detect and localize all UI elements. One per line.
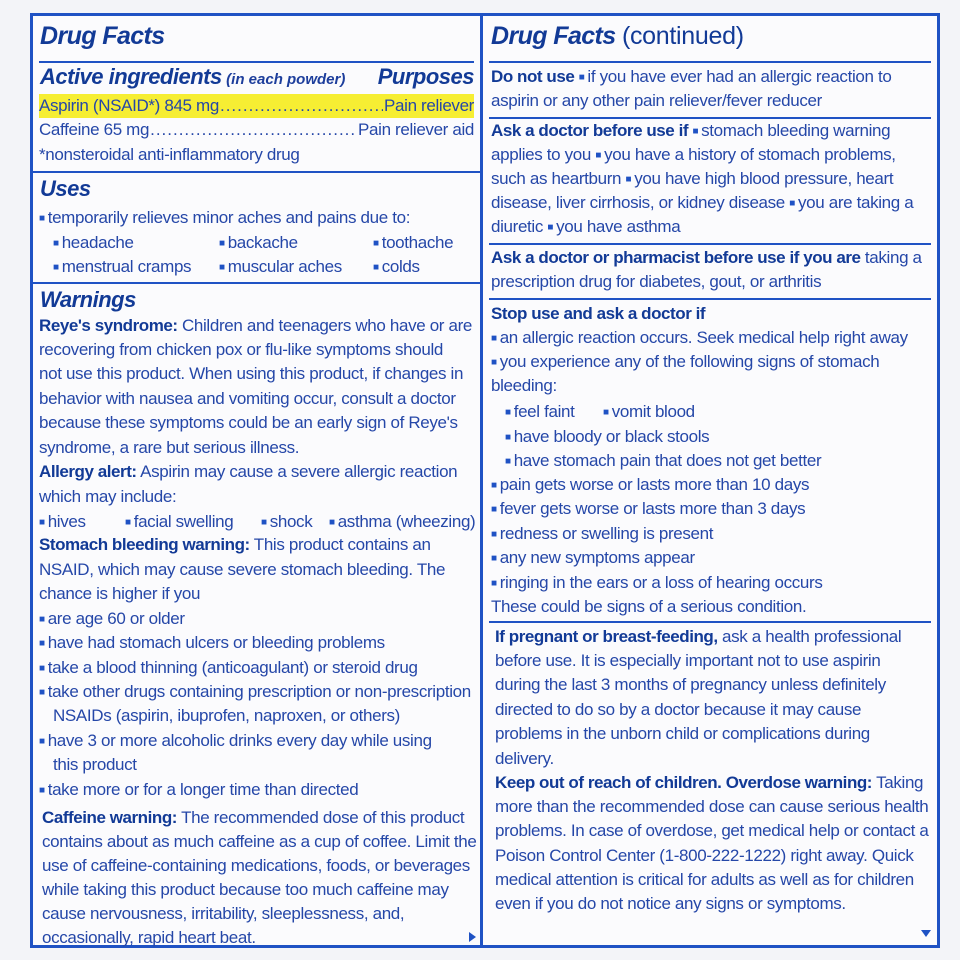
stop-use-label: Stop use and ask a doctor if <box>491 304 706 323</box>
active-ingredients-heading: Active ingredients <box>40 64 222 89</box>
purposes-heading: Purposes <box>377 64 474 89</box>
allergy-item: ■ asthma (wheezing) <box>329 510 475 538</box>
keep-line: more than the recommended dose can cause serious health <box>495 797 929 816</box>
preg-line: before use. It is especially important not to use aspirin <box>495 651 881 670</box>
keep-line: medical attention is critical for adults as well as for children <box>495 870 914 889</box>
leader-dots <box>150 118 357 143</box>
uses-item: ■ menstrual cramps <box>53 255 191 283</box>
reye-line: recovering from chicken pox or flu-like symptoms should <box>39 340 444 359</box>
caffeine-line-0: Caffeine warning: The recommended dose of this product <box>42 808 465 827</box>
ask-pharm-line: prescription drug for diabetes, gout, or arthritis <box>491 272 822 291</box>
do-not-use-line-0: Do not use ■ if you have ever had an allergic reaction to <box>491 65 891 93</box>
drug-facts-title: Drug Facts <box>40 22 165 50</box>
leader-dots <box>220 94 383 119</box>
ask-doctor-line-2: such as heartburn ■ you have high blood pressure, heart <box>491 167 893 195</box>
keep-out-label: Keep out of reach of children. Overdose warning: <box>495 773 873 792</box>
keep-line-0: Keep out of reach of children. Overdose warning: Taking <box>495 773 924 792</box>
stop-summary: These could be signs of a serious condition. <box>491 597 807 616</box>
allergy-item: ■ hives <box>39 510 86 538</box>
ask-doctor-label: Ask a doctor before use if <box>491 121 689 140</box>
active-ingredients-header <box>40 64 474 90</box>
stop-item-cont: bleeding: <box>491 376 557 395</box>
stop-subitem: ■ have stomach pain that does not get better <box>505 449 821 477</box>
drug-facts-right-panel <box>483 13 940 948</box>
keep-line: problems. In case of overdose, get medical help or contact a <box>495 821 929 840</box>
stop-item: ■ ringing in the ears or a loss of hearing occurs <box>491 571 823 599</box>
active-ingredients-subheading: (in each powder) <box>226 71 346 88</box>
allergy-item: ■ shock <box>261 510 312 538</box>
ingredient-name: Caffeine 65 mg <box>39 120 150 139</box>
stomach-item-cont: this product <box>53 755 137 774</box>
ingredient-row-caffeine <box>39 118 474 143</box>
stomach-item: ■ have 3 or more alcoholic drinks every day while using <box>39 729 432 757</box>
caffeine-line: contains about as much caffeine as a cup of coffee. Limit the <box>42 832 477 851</box>
ingredient-row-aspirin <box>39 94 474 118</box>
ask-pharm-label: Ask a doctor or pharmacist before use if you are <box>491 248 861 267</box>
allergy-line: which may include: <box>39 487 177 506</box>
do-not-use-line: aspirin or any other pain reliever/fever reducer <box>491 91 822 110</box>
stop-subitem: ■ feel faint <box>505 400 574 428</box>
warnings-heading: Warnings <box>40 287 136 312</box>
stomach-item: ■ are age 60 or older <box>39 607 185 635</box>
preg-line: delivery. <box>495 749 554 768</box>
stop-item: ■ redness or swelling is present <box>491 522 713 550</box>
stomach-item-cont: NSAIDs (aspirin, ibuprofen, naproxen, or others) <box>53 706 400 725</box>
drug-facts-left-panel <box>30 13 483 948</box>
stomach-label: Stomach bleeding warning: <box>39 535 250 554</box>
uses-intro: ■ temporarily relieves minor aches and pains due to: <box>39 206 410 234</box>
divider <box>489 621 931 623</box>
stomach-line-0: Stomach bleeding warning: This product contains an <box>39 535 431 554</box>
divider <box>489 243 931 245</box>
uses-item: ■ colds <box>373 255 420 283</box>
stomach-item: ■ have had stomach ulcers or bleeding problems <box>39 631 385 659</box>
stomach-item: ■ take more or for a longer time than directed <box>39 778 358 806</box>
reye-line: because these symptoms could be an early sign of Reye's <box>39 413 458 432</box>
caffeine-line: cause nervousness, irritability, sleeplessness, and, <box>42 904 405 923</box>
divider <box>489 61 931 63</box>
stop-subitem: ■ have bloody or black stools <box>505 425 709 453</box>
ask-doctor-line-4: diuretic ■ you have asthma <box>491 215 680 243</box>
stop-item: ■ an allergic reaction occurs. Seek medical help right away <box>491 326 908 354</box>
stop-item: ■ pain gets worse or lasts more than 10 days <box>491 473 809 501</box>
allergy-label: Allergy alert: <box>39 462 137 481</box>
preg-line: directed to do so by a doctor because it may cause <box>495 700 862 719</box>
drug-facts-continued-title: Drug Facts (continued) <box>491 22 744 50</box>
caffeine-label: Caffeine warning: <box>42 808 177 827</box>
divider <box>33 171 480 173</box>
keep-line: Poison Control Center (1-800-222-1222) right away. Quick <box>495 846 914 865</box>
active-footnote: *nonsteroidal anti-inflammatory drug <box>39 145 300 164</box>
keep-line: even if you do not notice any signs or symptoms. <box>495 894 846 913</box>
continue-down-arrow-icon <box>921 930 931 937</box>
stomach-item: ■ take other drugs containing prescription or non-prescription <box>39 680 471 708</box>
preg-line: during the last 3 months of pregnancy unless definitely <box>495 675 886 694</box>
ingredient-purpose: Pain reliever aid <box>358 120 474 139</box>
uses-item: ■ backache <box>219 231 298 259</box>
ask-doctor-line-1: applies to you ■ you have a history of stomach problems, <box>491 143 896 171</box>
stop-item: ■ fever gets worse or lasts more than 3 days <box>491 497 805 525</box>
preg-line: problems in the unborn child or complications during <box>495 724 870 743</box>
ask-doctor-line-3: disease, liver cirrhosis, or kidney disease ■ you are taking a <box>491 191 913 219</box>
stomach-line: NSAID, which may cause severe stomach bleeding. The <box>39 560 446 579</box>
stop-subitem: ■ vomit blood <box>603 400 695 428</box>
stomach-item: ■ take a blood thinning (anticoagulant) or steroid drug <box>39 656 418 684</box>
reye-line: behavior with nausea and vomiting occur, consult a doctor <box>39 389 456 408</box>
do-not-use-label: Do not use <box>491 67 575 86</box>
ingredient-purpose: Pain reliever <box>384 96 474 115</box>
uses-item: ■ headache <box>53 231 134 259</box>
uses-item: ■ toothache <box>373 231 453 259</box>
divider <box>489 298 931 300</box>
stomach-line: chance is higher if you <box>39 584 201 603</box>
stop-item: ■ you experience any of the following signs of stomach <box>491 350 879 378</box>
uses-heading: Uses <box>40 176 91 201</box>
ingredient-name: Aspirin (NSAID*) 845 mg <box>39 96 219 115</box>
reye-line: syndrome, a rare but serious illness. <box>39 438 300 457</box>
reye-line: not use this product. When using this product, if changes in <box>39 364 464 383</box>
pregnant-label: If pregnant or breast-feeding, <box>495 627 718 646</box>
reye-label: Reye's syndrome: <box>39 316 178 335</box>
allergy-item: ■ facial swelling <box>125 510 233 538</box>
caffeine-line: use of caffeine-containing medications, foods, or beverages <box>42 856 470 875</box>
reye-line-0: Reye's syndrome: Children and teenagers who have or are <box>39 316 473 335</box>
ask-doctor-line-0: Ask a doctor before use if ■ stomach bleeding warning <box>491 119 890 147</box>
allergy-line-0: Allergy alert: Aspirin may cause a severe allergic reaction <box>39 462 458 481</box>
divider <box>33 282 480 284</box>
uses-item: ■ muscular aches <box>219 255 342 283</box>
stop-item: ■ any new symptoms appear <box>491 546 695 574</box>
divider <box>39 61 474 63</box>
caffeine-line: while taking this product because too much caffeine may <box>42 880 449 899</box>
caffeine-line: occasionally, rapid heart beat. <box>42 928 256 947</box>
preg-line-0: If pregnant or breast-feeding, ask a health professional <box>495 627 902 646</box>
ask-pharm-line-0: Ask a doctor or pharmacist before use if you are taking a <box>491 248 922 267</box>
continue-arrow-icon <box>469 932 476 942</box>
